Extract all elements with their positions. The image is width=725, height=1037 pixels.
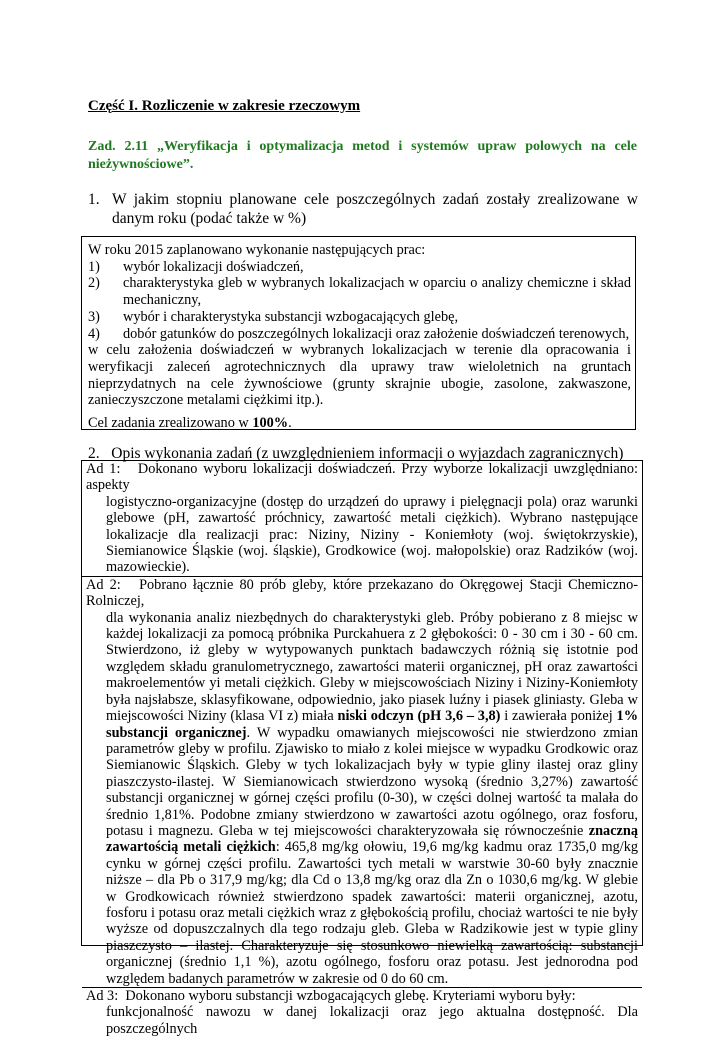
section-2-number: 2. (88, 445, 100, 462)
section-1-text: W jakim stopniu planowane cele poszczególnych zadań zostały zrealizowane w danym roku (podać także w %) (112, 191, 638, 227)
plan-item-number: 2) (88, 275, 100, 292)
ad-3-label: Ad 3: (86, 988, 119, 1004)
plan-item (88, 326, 631, 343)
plan-item (88, 275, 631, 308)
plan-item-text: wybór lokalizacji doświadczeń, (123, 258, 304, 275)
ad-2-text-part: . W wypadku omawianych miejscowości nie stwierdzono zmian parametrów gleby w profilu. Zjawisko to miało z kolei miejsce w wypadku Grodkowic oraz Siemianowic Śląskich. Gleby w tych lokalizacjach były w typie gliny ilastej oraz gliny piaszczysto-ilastej. W Siemianowicach stwierdzono wysoką (średnio 3,27%) zawartość substancji organicznej w górnej części profilu (0-30), w części dolnej wartość ta malała do średnio 1,81%. Podobne zmiany stwierdzono w zawartości azotu ogólnego, oraz fosforu, potasu i magnezu. Gleba w tej miejscowości charakteryzowała się równocześnie (106, 724, 638, 839)
conclusion-period: . (288, 415, 292, 432)
ad-2-text-part: dla wykonania analiz niezbędnych do charakterystyki gleb. Próby pobierano z 8 miejsc w każdej lokalizacji za pomocą próbnika Purckahuera z 2 głębokości: 0 - 30 cm i 30 - 60 cm. Stwierdzono, iż gleby w wytypowanych punktach badawczych różnią się istotnie pod względem składu granulometrycznego, zawartości materii organicznej, pH oraz zawartości makroelementów yi metali ciężkich. Gleby w miejscowościach Niziny i Niziny-Koniemłoty była najsłabsze, sklasyfikowane, odpowiednio, jako piasek luźny i piasek gliniasty. Gleba w miejscowości Niziny (klasa VI z) miała (106, 609, 638, 725)
section-1-question (88, 190, 638, 228)
plan-item (88, 309, 631, 326)
ad-1-first-line (86, 461, 638, 494)
ad-2-text-part: : 465,8 mg/kg ołowiu, 19,6 mg/kg kadmu oraz 1735,0 mg/kg cynku w górnej części profilu. Zawartości tych metali w warstwie 30-60 były znacznie niższe – dla Pb o 317,9 mg/kg; dla Cd o 13,8 mg/kg oraz dla Zn o 1030,6 mg/kg. W glebie w Grodkowicach również stwierdzono spadek zawartości: materii organicznej, azotu, fosforu i potasu oraz metali ciężkich wraz z głębokością profilu, chociaż wartości te nie były wyższe od dopuszczalnych dla tego rodzaju gleb. Gleba w Radzikowie jest w typie gliny piaszczysto – ilastej. Charakteryzuje się stosunkowo niewielką zawartością: substancji organicznej (średnio 1,1 %), azotu ogólnego, fosforu oraz potasu. Jest jednorodna pod względem badanych parametrów w zakresie od 0 do 60 cm. (106, 839, 638, 987)
description-box (81, 460, 643, 1037)
plan-item-number: 3) (88, 308, 100, 325)
ad-1-entry (82, 461, 642, 577)
ad-2-text (86, 610, 638, 987)
plan-item-number: 1) (88, 258, 100, 275)
plan-item-number: 4) (88, 325, 100, 342)
ad-3-first-line (86, 988, 638, 1004)
ad-2-bold-organic: 1% substancji organicznej (106, 708, 638, 741)
ad-3-text: funkcjonalność nawozu w danej lokalizacji oraz jego aktualna dostępność. Dla poszczególnych (106, 1004, 638, 1037)
plan-item-text: wybór i charakterystyka substancji wzbogacających glebę, (123, 308, 459, 325)
conclusion-text: Cel zadania zrealizowano w (88, 415, 253, 432)
plan-intro: W roku 2015 zaplanowano wykonanie następujących prac: (88, 242, 426, 258)
plan-conclusion (88, 415, 631, 432)
ad-1-text: logistyczno-organizacyjne (dostęp do urządzeń do uprawy i pielęgnacji pola) oraz warunki glebowe (pH, zawartość próchnicy, zawartość metali ciężkich). Wybrano następujące lokalizacje dla realizacji prac: Niziny, Niziny - Koniemłoty (woj. świętokrzyskie), Siemianowice Śląskie (woj. śląskie), Grodkowice (woj. małopolskie) oraz Radzików (woj. mazowieckie). (106, 493, 638, 576)
ad-3-lead: Dokonano wyboru substancji wzbogacających glebę. Kryteriami wyboru były: (125, 988, 576, 1004)
plan-box (81, 236, 636, 430)
plan-item-text: dobór gatunków do poszczególnych lokalizacji oraz założenie doświadczeń terenowych, (123, 325, 630, 342)
conclusion-percent: 100% (252, 415, 289, 432)
ad-2-bold-ph: niski odczyn (pH 3,6 – 3,8) (337, 708, 501, 725)
ad-1-lead: Dokonano wyboru lokalizacji doświadczeń. Przy wyborze lokalizacji uwzględniano: aspekty (86, 461, 638, 494)
ad-2-text-part: i zawierała poniżej (500, 708, 617, 725)
part-heading: Część I. Rozliczenie w zakresie rzeczowym (88, 98, 361, 114)
ad-2-first-line (86, 577, 638, 610)
section-1-number: 1. (88, 191, 100, 208)
plan-item-text: charakterystyka gleb w wybranych lokalizacjach w oparciu o analizy chemiczne i skład mechaniczny, (123, 275, 631, 309)
task-title: Zad. 2.11 „Weryfikacja i optymalizacja metod i systemów upraw polowych na cele nieżywnościowe”. (88, 139, 637, 172)
section-2-title: Opis wykonania zadań (z uwzględnieniem informacji o wyjazdach zagranicznych) (111, 445, 624, 462)
ad-2-entry (82, 577, 642, 988)
ad-2-label: Ad 2: (86, 576, 121, 593)
ad-1-label: Ad 1: (86, 461, 121, 477)
plan-goal: w celu założenia doświadczeń w wybranych lokalizacjach w terenie dla opracowania i weryfikacji zaleceń agrotechnicznych dla uprawy traw wieloletnich na gruntach nieprzydatnych na cele żywnościowe (grunty skrajnie ubogie, zasolone, zakwaszone, zanieczyszczone metalami ciężkimi itp.). (88, 342, 631, 409)
plan-item (88, 259, 631, 276)
ad-2-lead: Pobrano łącznie 80 prób gleby, które przekazano do Okręgowej Stacji Chemiczno-Rolniczej, (86, 576, 638, 610)
ad-2-bold-metals: znaczną zawartością metali ciężkich (106, 822, 638, 856)
ad-3-entry (82, 988, 642, 1037)
